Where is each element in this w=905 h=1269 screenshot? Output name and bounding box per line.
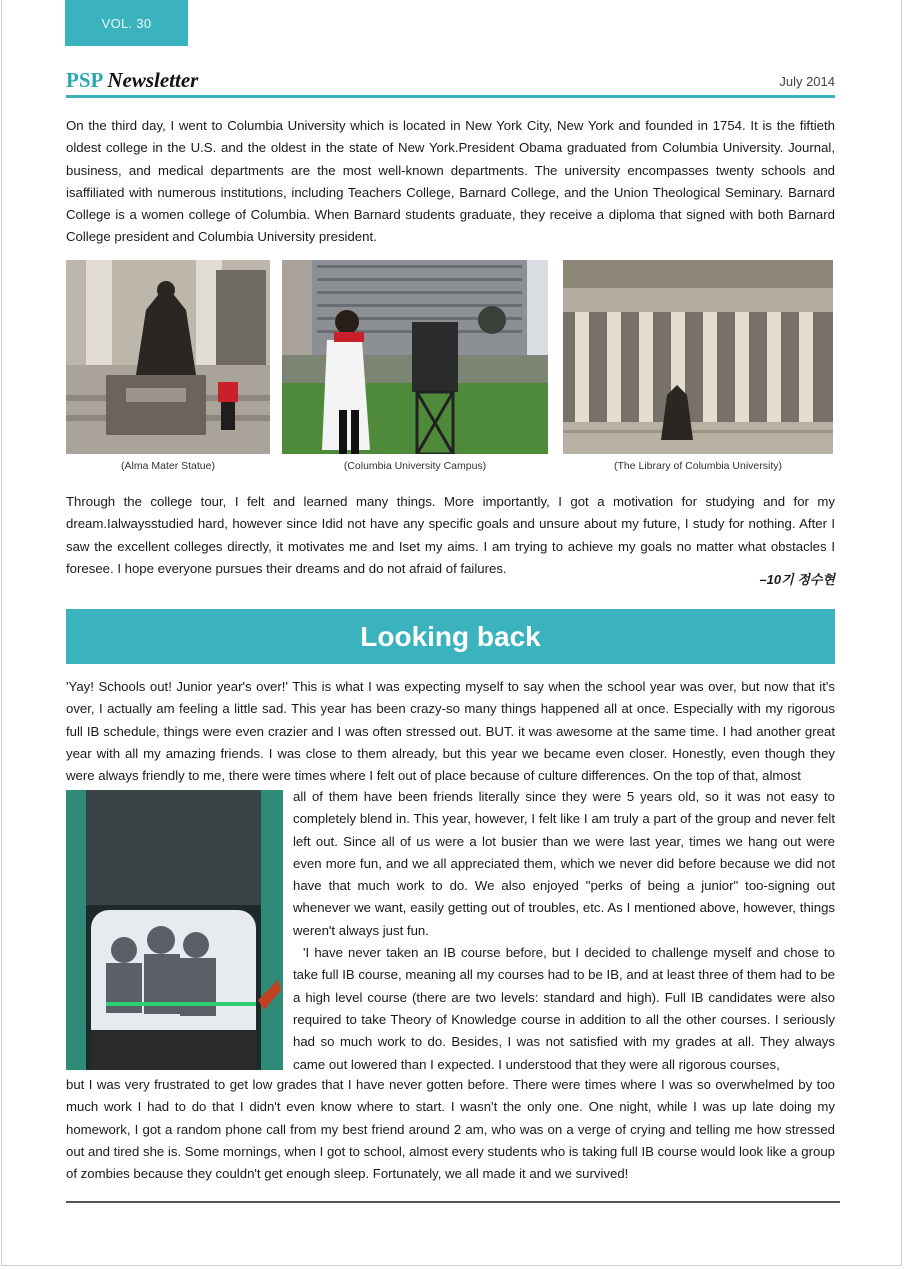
article-paragraph: On the third day, I went to Columbia University which is located in New York City, New York and founded in 1754. It is the fiftieth oldest college in the U.S. and the oldest in the state of New York.President Obama graduated from Columbia University. Journal, business, and medical departments are the most well-known departments. The university encompasses twenty schools and isaffiliated with numerous institutions, including Teachers College, Barnard College, and the Union Theological Seminary. Barnard College is a women college of Columbia. When Barnard students graduate, they receive a diploma that signed with both Barnard College president and Columbia University president.	[66, 118, 835, 245]
paragraph-text: all of them have been friends literally since they were 5 years old, so it was not easy to completely blend in. This year, however, I felt like I am truly a part of the group and never felt left out. Since all of us were a lot busier than we were last year, times we hang out were even more fun, and we all appreciated them, which we never did before because we did not have that much work to do. We also enjoyed "perks of being a junior" too-signing out whenever we want, easily getting out of troubles, etc. As I mentioned above, however, things weren't always just fun.	[293, 789, 835, 938]
photo-caption: (The Library of Columbia University)	[613, 460, 783, 472]
photo-caption: (Alma Mater Statue)	[121, 460, 215, 472]
article-paragraph: Through the college tour, I felt and learned many things. More importantly, I got a motivation for studying and for my dream.Ialwaysstudied hard, however since Idid not have any specific goals and unsure about my future, I study for nothing. After I saw the excellent colleges directly, it motivates me and Iset my aims. I am trying to achieve my goals no matter what obstacles I foresee. I hope everyone pursues their dreams and do not afraid of failures.	[66, 494, 835, 576]
section-banner	[66, 609, 835, 664]
header-rule	[66, 95, 835, 98]
article-paragraph: 'Yay! Schools out! Junior year's over!' This is what I was expecting myself to say when the school year was over, but now that it's over, I actually am feeling a little sad. This year has been crazy-so many things happened all at once. Especially with my rigorous full IB schedule, things were even crazier and I was often stressed out. BUT. it was awesome at the same time. I had another great year with all my amazing friends. I was close to them already, but this year we became even closer. Honestly, even though they were always friendly to me, there were times where I felt out of place because of culture differences. On the top of that, almost	[66, 679, 835, 784]
selfie-image	[66, 790, 283, 1070]
alma-mater-image	[66, 260, 270, 454]
masthead	[66, 68, 835, 98]
library-image	[563, 260, 833, 454]
volume-tab	[65, 0, 188, 46]
photo-friends-selfie	[66, 790, 283, 1070]
photo-alma-mater	[66, 260, 270, 454]
photo-library	[563, 260, 833, 454]
brand-newsletter: Newsletter	[107, 68, 199, 92]
footer-rule	[66, 1201, 840, 1203]
author-signature: –10기 정수현	[759, 572, 835, 587]
photo-caption: (Columbia University Campus)	[343, 460, 487, 472]
issue-date: July 2014	[779, 74, 835, 89]
article-paragraph	[293, 786, 835, 1076]
section-title: Looking back	[360, 620, 541, 652]
volume-label: VOL. 30	[101, 15, 152, 31]
brand-psp: PSP	[66, 68, 104, 92]
paragraph-text: 'I have never taken an IB course before, but I decided to challenge myself and chose to take full IB course, meaning all my courses had to be IB, and at least three of them had to be a high level course (there are two levels: standard and high). Full IB candidates were also required to take Theory of Knowledge course in addition to all the other courses. I seriously had so much work to do. Besides, I was not satisfied with my grades at all. They always came out lowered than I expected. I understood that they were all rigorous courses,	[293, 945, 835, 1072]
article-paragraph: but I was very frustrated to get low grades that I have never gotten before. There were times where I was so overwhelmed by too much work I had to do that I didn't even know where to start. I wasn't the only one. One night, while I was up late doing my homework, I got a random phone call from my best friend around 2 am, who was on a verge of crying and telling me how stressed out and tired she is. Some mornings, when I got to school, almost every students who is taking full IB course would look like a group of zombies because they couldn't get enough sleep. Fortunately, we all made it and we survived!	[66, 1077, 835, 1182]
campus-image	[282, 260, 548, 454]
photo-campus	[282, 260, 548, 454]
